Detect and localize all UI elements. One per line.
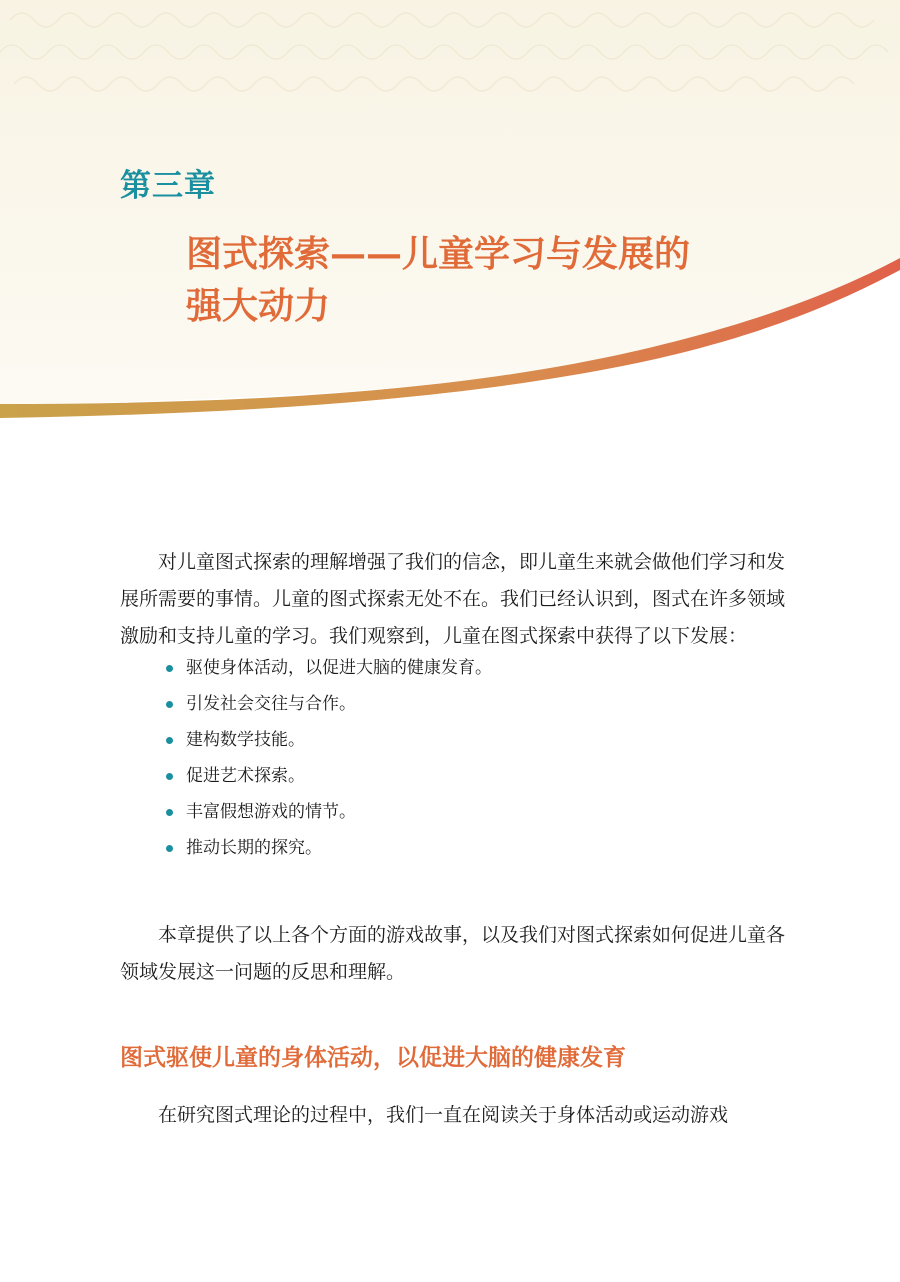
list-item	[120, 657, 785, 693]
list-item-text: 建构数学技能。	[186, 730, 305, 750]
section-paragraph: 在研究图式理论的过程中，我们一直在阅读关于身体活动或运动游戏	[158, 1104, 729, 1126]
section-heading: 图式驱使儿童的身体活动，以促进大脑的健康发育	[120, 1045, 626, 1071]
list-item	[120, 729, 785, 765]
list-item-text: 引发社会交往与合作。	[186, 694, 356, 714]
list-item	[120, 765, 785, 801]
list-item	[120, 801, 785, 837]
chapter-title	[186, 228, 690, 332]
chapter-label: 第三章	[120, 168, 216, 204]
summary-paragraph: 本章提供了以上各个方面的游戏故事，以及我们对图式探索如何促进儿童各领域发展这一问题的反思和理解。	[120, 924, 786, 983]
list-item-text: 驱使身体活动，以促进大脑的健康发育。	[186, 658, 492, 678]
chapter-title-line-1: 图式探索——儿童学习与发展的	[186, 233, 691, 275]
chapter-title-line-2: 强大动力	[186, 285, 331, 327]
list-item-text: 丰富假想游戏的情节。	[186, 802, 356, 822]
list-item	[120, 837, 785, 873]
list-item-text: 推动长期的探究。	[186, 838, 322, 858]
list-item-text: 促进艺术探索。	[186, 766, 305, 786]
bullet-dot-icon	[166, 665, 173, 672]
list-item	[120, 693, 785, 729]
header-background	[0, 0, 900, 430]
bullet-dot-icon	[166, 845, 173, 852]
bullet-dot-icon	[166, 809, 173, 816]
intro-paragraph: 对儿童图式探索的理解增强了我们的信念，即儿童生来就会做他们学习和发展所需要的事情。儿童的图式探索无处不在。我们已经认识到，图式在许多领域激励和支持儿童的学习。我们观察到，儿童在图式探索中获得了以下发展：	[120, 551, 786, 647]
main-content	[120, 544, 785, 1134]
bullet-dot-icon	[166, 737, 173, 744]
development-list	[120, 657, 785, 873]
bullet-dot-icon	[166, 773, 173, 780]
bullet-dot-icon	[166, 701, 173, 708]
